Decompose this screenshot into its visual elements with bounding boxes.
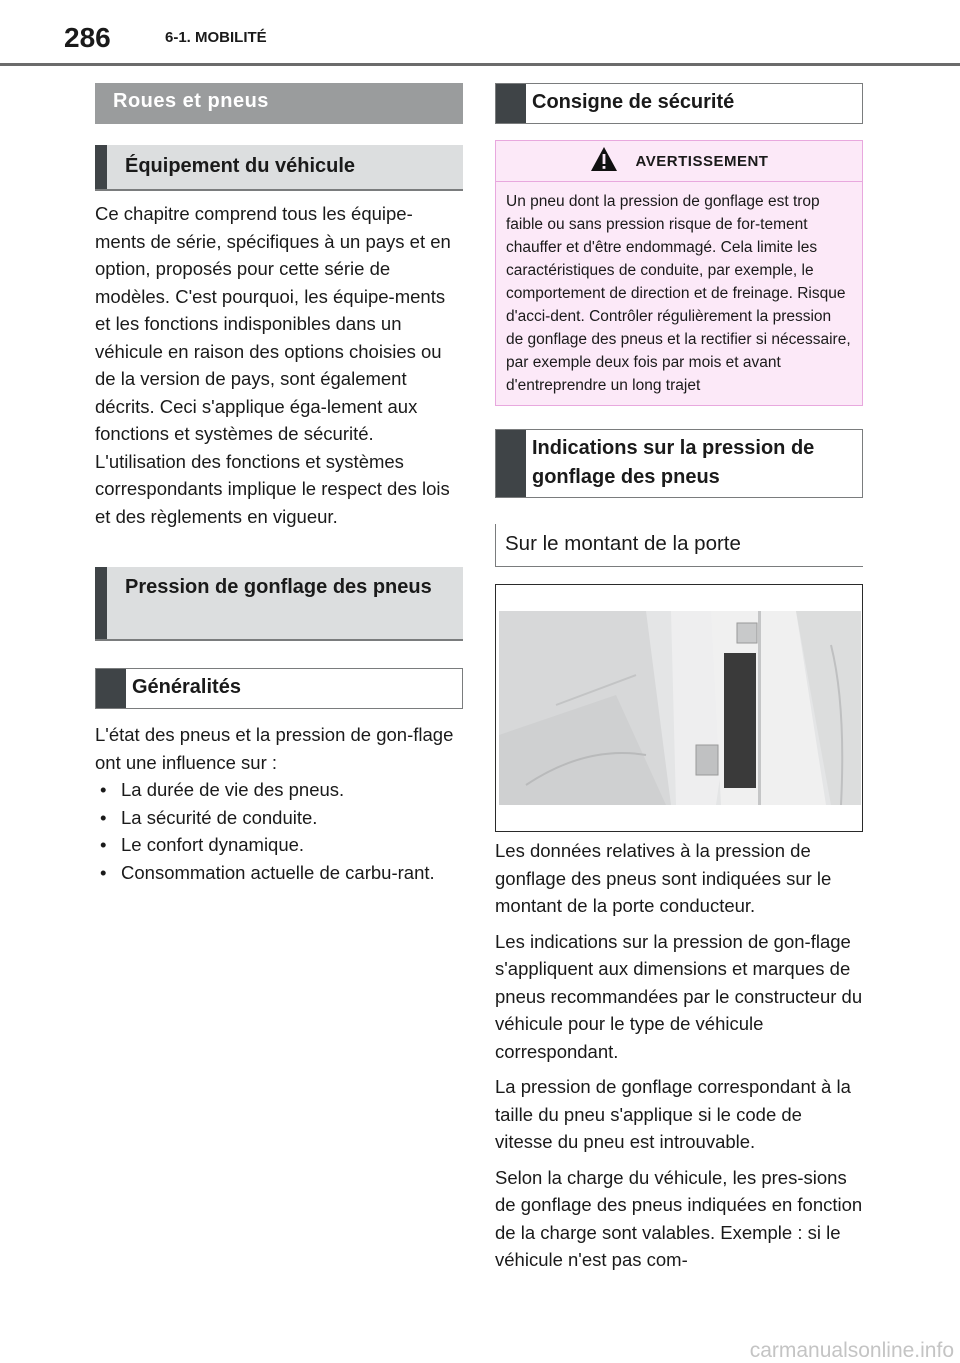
section-banner: Roues et pneus (95, 83, 463, 124)
paragraph: Les données relatives à la pression de gonflage des pneus sont indiquées sur le montant de la porte conducteur. (495, 840, 832, 916)
heading-indications: Indications sur la pression de gonflage des pneus (495, 429, 863, 498)
chapter-title: 6-1. MOBILITÉ (165, 29, 267, 46)
equipment-paragraph: Ce chapitre comprend tous les équipe-ments de série, spécifiques à un pays et en option, proposés pour cette série de modèles. C'est pourquoi, les équipe-ments et les fonctions indisponibles dans un véhicule en raison des options choisies ou de la version de pays, sont également décrits. Ceci s'applique éga-lement aux fonctions et systèmes de sécurité. L'utilisation des fonctions et systèmes correspondants implique le respect des lois et des règlements en vigueur. (95, 203, 451, 527)
heading-equipment: Équipement du véhicule (95, 145, 463, 191)
left-column (95, 83, 463, 886)
paragraph: Selon la charge du véhicule, les pres-sions de gonflage des pneus indiquées en fonction de la charge sont valables. Exemple : si le véhicule n'est pas com- (495, 1166, 863, 1270)
list-item: • Le confort dynamique. (95, 831, 463, 859)
warning-triangle-icon (590, 146, 618, 177)
heading-tire-pressure: Pression de gonflage des pneus (95, 567, 463, 641)
paragraph: La pression de gonflage correspondant à la taille du pneu s'applique si le code de vitesse du pneu est introuvable. (495, 1076, 851, 1152)
list-item: • La durée de vie des pneus. (95, 776, 463, 804)
list-item: • Consommation actuelle de carbu-rant. (95, 859, 463, 887)
warning-title: AVERTISSEMENT (635, 152, 769, 170)
subheading-door-pillar: Sur le montant de la porte (495, 524, 863, 567)
header-divider (0, 63, 960, 66)
right-column (495, 83, 863, 1274)
watermark: carmanualsonline.info (749, 1339, 954, 1362)
heading-safety: Consigne de sécurité (495, 83, 863, 124)
warning-box (495, 140, 863, 406)
general-intro: L'état des pneus et la pression de gon-flage ont une influence sur : (95, 724, 454, 773)
heading-general: Généralités (95, 668, 463, 709)
warning-header (496, 141, 862, 182)
list-item: • La sécurité de conduite. (95, 804, 463, 832)
warning-text: Un pneu dont la pression de gonflage est trop faible ou sans pression risque de for-tement chauffer et d'être endommagé. Cela limite les caractéristiques de conduite, par exemple, le comportement de direction et de freinage. Risque d'acci-dent. Contrôler régulièrement la pression de gonflage des pneus et la rectifier si nécessaire, par exemple deux fois par mois et avant d'entreprendre un long trajet (506, 193, 851, 394)
page-header (0, 0, 960, 70)
page-number: 286 (64, 22, 111, 53)
influence-list (95, 776, 463, 886)
paragraph: Les indications sur la pression de gon-flage s'appliquent aux dimensions et marques de pneus recommandées par le constructeur du véhicule pour le type de véhicule correspondant. (495, 930, 863, 1062)
door-pillar-illustration (495, 584, 863, 832)
